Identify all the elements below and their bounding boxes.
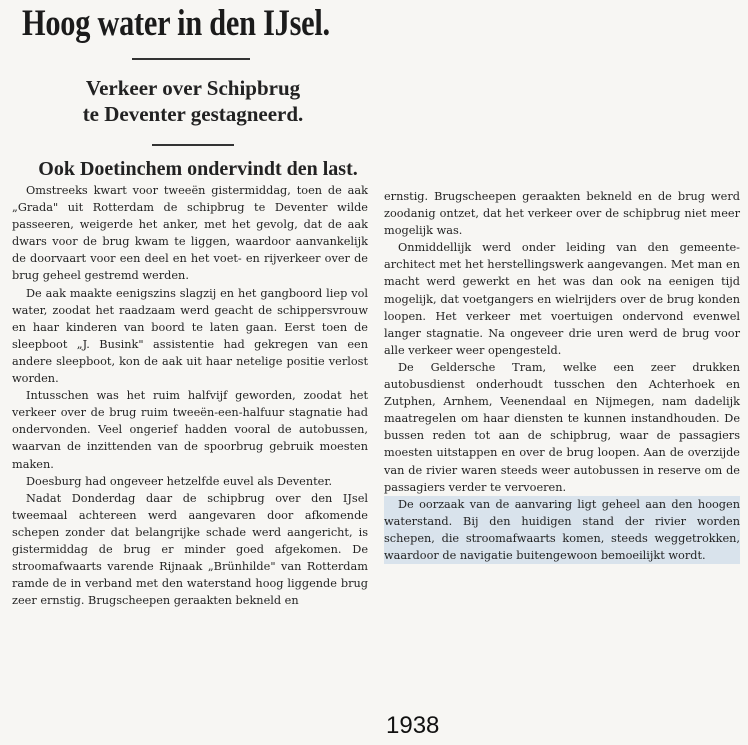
- subheading-line-1: Verkeer over Schipbrug: [85, 76, 301, 100]
- subheading-secondary: Ook Doetinchem ondervindt den last.: [38, 158, 358, 180]
- left-column: [12, 182, 368, 609]
- paragraph: De aak maakte eenigszins slagzij en het gangboord liep vol water, zoodat het raadzaam werd geacht de schippersvrouw en haar kinderen van boord te laten gaan. Eerst toen de sleepboot „J. Busink" assistentie had gekregen van een andere sleepboot, kon de aak uit haar netelige positie verlost worden.: [12, 286, 368, 386]
- paragraph: Onmiddellijk werd onder leiding van den gemeente-architect met het herstellingswerk aangevangen. Met man en macht werd gewerkt en het was dan ook na eenigen tijd mogelijk, dat voetgangers en wielrijders over de brug konden loopen. Het verkeer met voertuigen ondervond evenwel langer stagnatie. Na ongeveer drie uren werd de brug voor alle verkeer weer opengesteld.: [384, 241, 740, 357]
- paragraph: Doesburg had ongeveer hetzelfde euvel als Deventer.: [26, 474, 333, 488]
- year-label: 1938: [386, 712, 440, 739]
- paragraph: De Geldersche Tram, welke een zeer drukken autobusdienst onderhoudt tusschen den Achterhoek en Zutphen, Arnhem, Veenendaal en Nijmegen, nam dadelijk maatregelen om haar diensten te kunnen instandhouden. De bussen reden tot aan de schipbrug, waar de passagiers moesten uitstappen en over de brug loopen. Aan de overzijde van de rivier waren steeds weer autobussen in reserve om de passagiers verder te vervoeren.: [384, 360, 740, 494]
- divider: [152, 144, 234, 146]
- paragraph: Intusschen was het ruim halfvijf geworden, zoodat het verkeer over de brug ruim tweeën-een-halfuur stagnatie had ondervonden. Veel ongerief hadden vooral de autobussen, waarvan de inzittenden van de spoorbrug gebruik moesten maken.: [12, 389, 368, 471]
- divider: [132, 58, 250, 60]
- highlighted-paragraph: De oorzaak van de aanvaring ligt geheel aan den hoogen waterstand. Bij den huidigen stand der rivier worden schepen, die stroomafwaarts komen, steeds weggetrokken, waardoor de navigatie buitengewoon bemoeilijkt wordt.: [384, 496, 740, 564]
- paragraph: ernstig. Brugscheepen geraakten bekneld en de brug werd zoodanig ontzet, dat het verkeer over de schipbrug niet meer mogelijk was.: [384, 190, 740, 238]
- paragraph: Omstreeks kwart voor tweeën gistermiddag, toen de aak „Grada" uit Rotterdam de schipbrug te Deventer wilde passeeren, weigerde het anker, met het gevolg, dat de aak dwars voor de brug kwam te liggen, waardoor aanvankelijk de doorvaart voor een deel en het voet- en rijverkeer over de brug geheel gestremd werden.: [12, 184, 368, 283]
- right-column: [384, 188, 740, 564]
- headline: Hoog water in den IJsel.: [22, 3, 330, 44]
- paragraph: Nadat Donderdag daar de schipbrug over den IJsel tweemaal achtereen werd aangevaren door afkomende schepen zonder dat belangrijke schade werd aangericht, is gistermiddag de brug er minder goed afgekomen. De stroomafwaarts varende Rijnaak „Brünhilde" van Rotterdam ramde de in verband met den waterstand hoog liggende brug zeer ernstig. Brugscheepen geraakten bekneld en: [12, 491, 368, 608]
- subheading-line-2: te Deventer gestagneerd.: [82, 102, 304, 126]
- subheading: [38, 75, 348, 127]
